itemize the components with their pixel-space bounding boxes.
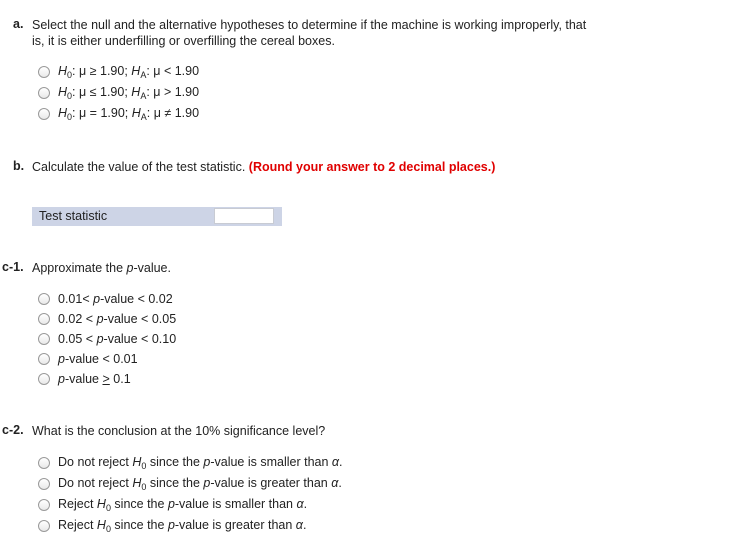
radio-button[interactable] [38, 313, 50, 325]
radio-button[interactable] [38, 520, 50, 532]
option-label: $H_0$: μ = 1.90; $H_A$: μ ≠ 1.90 [58, 106, 200, 122]
radio-button[interactable] [38, 353, 50, 365]
question-c1-label: c-1. [2, 260, 24, 274]
rounding-note: (Round your answer to 2 decimal places.) [248, 160, 496, 174]
option-label: 0.05 < p-value < 0.10 [58, 332, 177, 346]
radio-button[interactable] [38, 478, 50, 490]
option-c2-4[interactable] [38, 518, 306, 534]
option-c1-1[interactable] [38, 291, 173, 307]
option-c2-3[interactable] [38, 497, 307, 513]
question-b-prompt: Calculate the value of the test statistic. [32, 160, 249, 174]
question-c2-text: What is the conclusion at the 10% significance level? [32, 424, 326, 438]
test-statistic-row [32, 207, 282, 226]
radio-button[interactable] [38, 108, 50, 120]
option-label: $H_0$: μ ≥ 1.90; $H_A$: μ < 1.90 [58, 64, 200, 80]
option-c2-2[interactable] [38, 476, 342, 492]
option-label: Reject $H_0$ since the p-value is greater than α. [58, 518, 307, 534]
option-label: Do not reject $H_0$ since the p-value is smaller than α. [58, 455, 343, 471]
option-c2-1[interactable] [38, 455, 343, 471]
radio-button[interactable] [38, 333, 50, 345]
option-label: p-value > 0.1 [58, 372, 131, 386]
radio-button[interactable] [38, 457, 50, 469]
option-label: p-value < 0.01 [58, 352, 138, 366]
radio-button[interactable] [38, 293, 50, 305]
row-end-cap [278, 207, 282, 226]
option-label: Reject $H_0$ since the p-value is smaller than α. [58, 497, 308, 513]
option-a-1[interactable] [38, 64, 199, 80]
option-label: 0.02 < p-value < 0.05 [58, 312, 177, 326]
option-a-2[interactable] [38, 85, 199, 101]
option-a-3[interactable] [38, 106, 199, 122]
radio-button[interactable] [38, 373, 50, 385]
test-statistic-label: Test statistic [39, 209, 108, 223]
test-statistic-input[interactable] [214, 208, 274, 224]
question-a-text [32, 17, 586, 49]
question-b-label: b. [13, 159, 25, 173]
question-a-text-line2: is, it is either underfilling or overfilling the cereal boxes. [32, 34, 335, 48]
question-c2-label: c-2. [2, 423, 24, 437]
option-label: 0.01< p-value < 0.02 [58, 292, 173, 306]
radio-button[interactable] [38, 87, 50, 99]
question-a-text-line1: Select the null and the alternative hypotheses to determine if the machine is working improperly, that [32, 18, 587, 32]
question-b-text [32, 159, 495, 175]
option-c1-2[interactable] [38, 311, 176, 327]
option-c1-3[interactable] [38, 331, 176, 347]
question-a-label: a. [13, 17, 24, 31]
option-label: $H_0$: μ ≤ 1.90; $H_A$: μ > 1.90 [58, 85, 200, 101]
question-c1-text: Approximate the p-value. [32, 261, 171, 275]
option-c1-5[interactable] [38, 371, 131, 387]
radio-button[interactable] [38, 499, 50, 511]
option-c1-4[interactable] [38, 351, 138, 367]
option-label: Do not reject $H_0$ since the p-value is greater than α. [58, 476, 342, 492]
radio-button[interactable] [38, 66, 50, 78]
